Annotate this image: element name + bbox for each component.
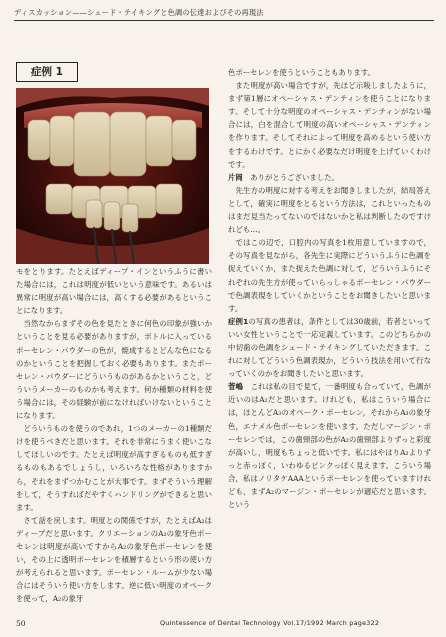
right-paragraph <box>228 171 431 184</box>
right-paragraph <box>228 380 431 511</box>
journal-citation: Quintessence of Dental Technology Vol.17/1992 March page322 <box>160 619 380 627</box>
right-paragraph <box>228 315 431 380</box>
paragraph-text: ではこの辺で，口腔内の写真を1枚用意していますので，その写真を見ながら，各先生に実際にどういうふうに色調を捉えていくか，また捉えた色調に対して，どういうふうにそれぞれの先生方が使っていらっしゃるポーセレン・パウダーで色調表現をしていくかということをお聞きしたいと思います。 <box>228 238 431 313</box>
case-label: 症例 1 <box>16 62 78 82</box>
paragraph-text: ありがとうございました。 <box>250 172 339 182</box>
paragraph-text: これは私の目で見て，一番明度も合っていて，色調が近いのはA₂だと思います。けれども，私はこういう場合には，ほとんどA₃のオペーク・ポーセレン，それからA₃の象牙色，エナメル色ポーセレンを使います。ただしマージン・ポーセレンでは，この歯頸部の色がA₂の歯頸部よりずっと彩度が高いし，明度もちょっと低いです。私にはやはりA₂よりずっと赤っぽく，いわゆるピンクっぽく見えます。こういう場合，私はノリタケAAAというポーセレンを使っていますけれども，まずA₂のマージン・ポーセレンが適応だと思います。という <box>228 382 431 510</box>
left-paragraph: さて話を戻します。明度との関係ですが，たとえばA₂はディープだと思います。クリエーションのA₂の象牙色ポーセレンは明度が高いですからA₂の象牙色ポーセレンを使い，その上に透明ポーセレンを積層するという形の使い方が考えられると思います。ポーセレン・ルームが少ない場合にはそういう使い方をします。逆に低い明度のオペークを使って，A₂の象牙 <box>16 515 212 604</box>
left-paragraph: どういうものを使うのであれ，1つのメーカーの1種類だけを使うべきだと思います。それを非常にうまく使いこなしてほしいのです。たとえば明度が高すぎるものも低すぎるものもあるでしょうし，いろいろな性格がありますから，それをまずつかむことが大事です。まずそういう理解をして，そうすればだやすくハンドリングができると思います。 <box>16 424 212 512</box>
page-number: 50 <box>16 619 26 628</box>
intraoral-photo <box>16 88 209 264</box>
paragraph-text: また明度が高い場合ですが，先ほど示唆しましたように，まず第1層にオペーシャス・デンティンを使うことになります。そして十分な明度のオペーシャス・デンティンがない場合には，白を混合して明度の高いオペーシャス・デンティンを作ります。そしてそれによって明度を高めるという使い方をするわけです。とにかく必要なだけ明度を上げていくわけです。 <box>228 81 431 169</box>
paragraph-text: 先生方の明度に対する考えをお聞きしましたが，結局答えとして，確実に明度をとるという方法は，これといったものはまだ見当たってないのではないかと私は判断したのですけれども…。 <box>228 185 431 235</box>
right-paragraph <box>228 79 431 171</box>
speaker-name: 片岡 <box>228 172 243 182</box>
right-paragraph <box>228 66 431 79</box>
running-header: ディスカッション——シェード・テイキングと色調の伝達およびその再現法 <box>14 8 264 17</box>
case-reference: 症例1 <box>228 316 249 326</box>
right-paragraph <box>228 184 431 236</box>
intraoral-photo-graphic <box>16 88 209 264</box>
left-paragraph: 当然なからまずその色を見たときに何色の印象が強いかということを見る必要がありますが，ボトルに入っているポーセレン・パウダーの色が，焼成するとどんな色になるのかということを把握しておく必要もあります。またポーセレン・パウダーにどういうものがあるかということ，どういうメーカーのものかも考えます。何か種類の材料を使う場合には，その経験が前になければいけないということになります。 <box>16 319 212 421</box>
paragraph-text: 色ポーセレンを使うということもあります。 <box>228 68 375 77</box>
left-column <box>16 265 212 605</box>
right-paragraph <box>228 236 431 315</box>
right-column <box>228 66 431 511</box>
left-paragraph: モをとります。たとえばディープ・インというふうに書いた場合には，これは明度が低いという意味です。あるいは異常に明度が高い場合には，高くする必要があるということになります。 <box>16 267 212 316</box>
speaker-name: 菅嶋 <box>228 382 244 392</box>
header-rule <box>14 20 434 21</box>
paragraph-text: の写真の患者は，条件としては30歳前，若者といっていい女性ということで一応定義しています。このどちらかの中切歯の色調をシェード・テイキングしていただきます。これに対してどういう色調表現か，どういう技法を用いて行なっていくのかをお聞きしたいと思います。 <box>228 316 431 379</box>
